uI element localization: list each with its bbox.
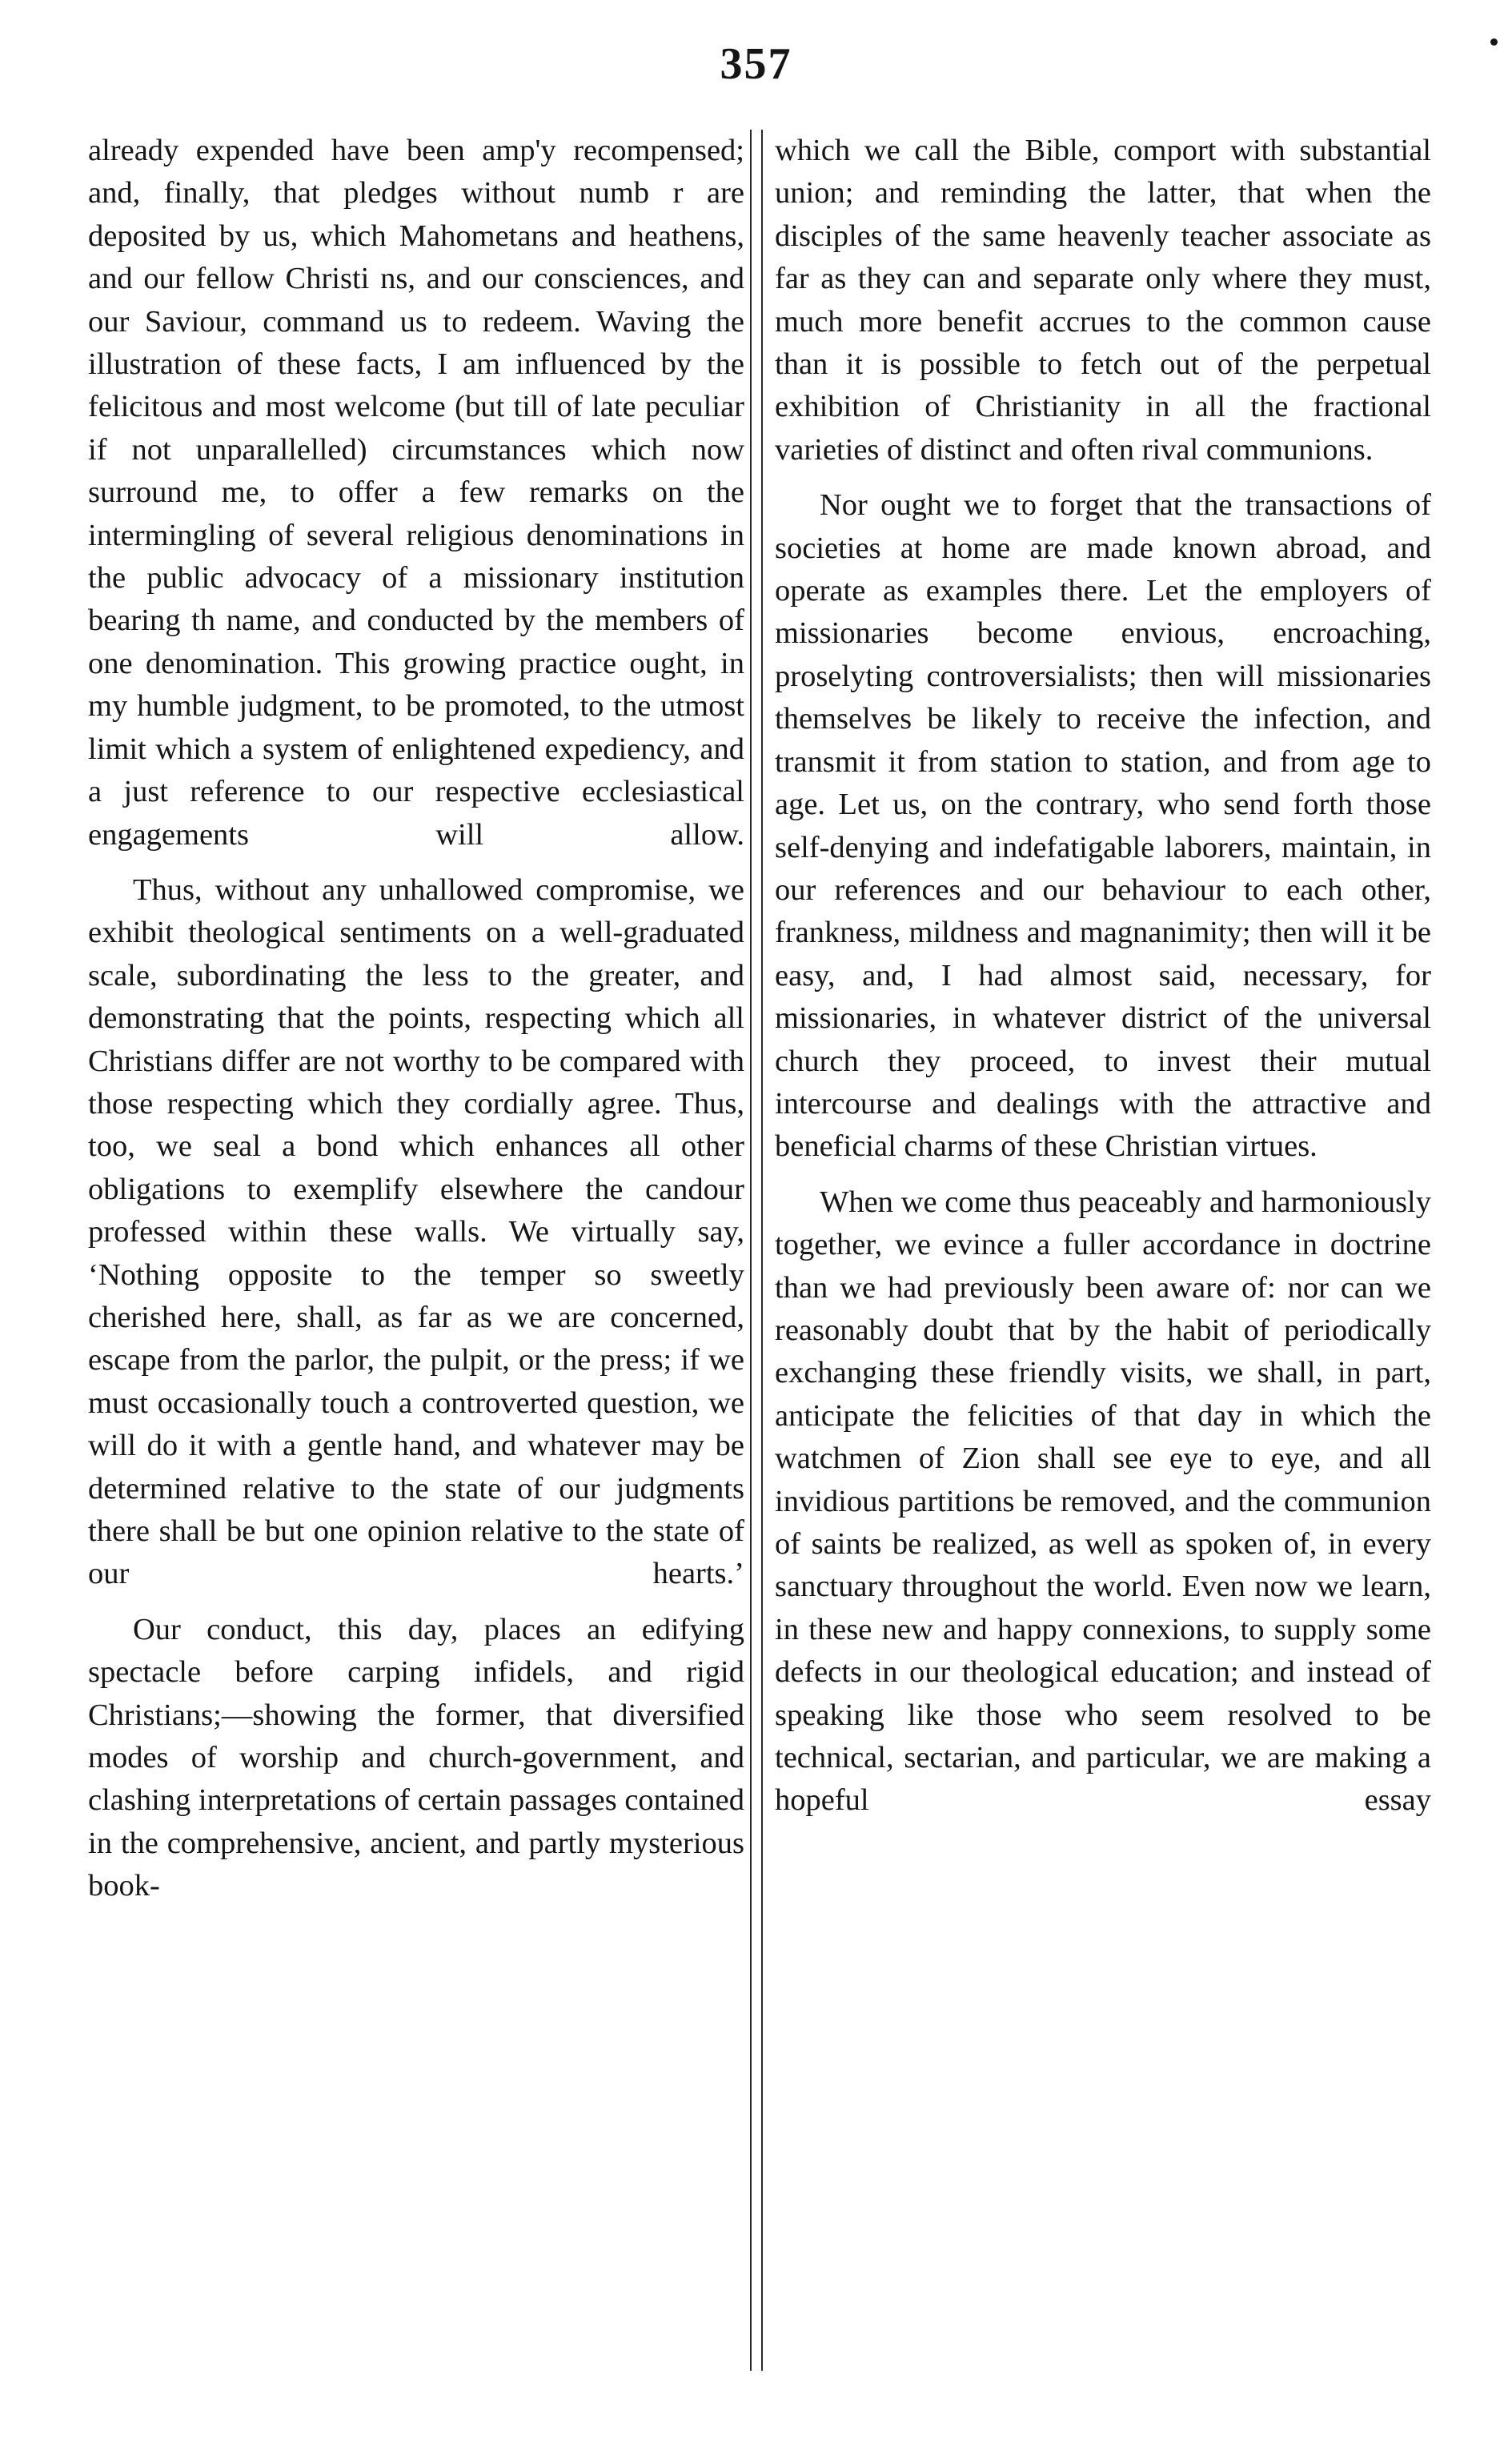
column-rule-left [750,130,752,2371]
ink-dot [1490,38,1498,46]
left-column [88,130,744,1921]
left-paragraph-3: Our conduct, this day, places an edifying spectacle before carping infidels, and rigid Christians;—showing the former, that diversified modes of worship and church-government, and clashing interpretations of certain passages contained in the comprehensive, ancient, and partly mysterious book- [88,1612,744,1903]
right-paragraph-1: which we call the Bible, comport with substantial union; and reminding the latter, that when the disciples of the same heavenly teacher associate as far as they can and separate only where they must, much more benefit accrues to the common cause than it is possible to fetch out of the perpetual exhibition of Christianity in all the fractional varieties of distinct and often rival communions. [775,134,1431,467]
left-paragraph-1: already expended have been amp'y recompensed; and, finally, that pledges without numb r are deposited by us, which Mahometans and heathens, and our fellow Christi ns, and our consciences, and our Saviour, command us to redeem. Waving the illustration of these facts, I am influenced by the felicitous and most welcome (but till of late peculiar if not unparallelled) circumstances which now surround me, to offer a few remarks on the intermingling of several religious denominations in the public advocacy of a missionary institution bearing th name, and conducted by the members of one denomination. This growing practice ought, in my humble judgment, to be promoted, to the utmost limit which a system of enlightened expediency, and a just reference to our respective ecclesiastical engagements will allow. [88,134,744,852]
right-paragraph-2: Nor ought we to forget that the transactions of societies at home are made known abroad, and operate as examples there. Let the employers of missionaries become envious, encroaching, proselyting controversialists; then will missionaries themselves be likely to receive the infection, and transmit it from station to station, and from age to age. Let us, on the contrary, who send forth those self-denying and indefatigable laborers, maintain, in our references and our behaviour to each other, frankness, mildness and magnanimity; then will it be easy, and, I had almost said, necessary, for missionaries, in whatever district of the universal church they proceed, to invest their mutual intercourse and dealings with the attractive and beneficial charms of these Christian virtues. [775,488,1431,1164]
left-paragraph-2: Thus, without any unhallowed compromise, we exhibit theological sentiments on a well-graduated scale, subordinating the less to the greater, and demonstrating that the points, respecting which all Christians differ are not worthy to be compared with those respecting which they cordially agree. Thus, too, we seal a bond which enhances all other obligations to exemplify elsewhere the candour professed within these walls. We virtually say, ‘Nothing opposite to the temper so sweetly cherished here, shall, as far as we are concerned, escape from the parlor, the pulpit, or the press; if we must occasionally touch a controverted question, we will do it with a gentle hand, and whatever may be determined relative to the state of our judgments there shall be but one opinion relative to the state of our hearts.’ [88,872,744,1591]
page-number: 357 [720,39,792,89]
right-paragraph-3: When we come thus peaceably and harmoniously together, we evince a fuller accordance in doctrine than we had previously been aware of: nor can we reasonably doubt that by the habit of periodically exchanging these friendly visits, we shall, in part, anticipate the felicities of that day in which the watchmen of Zion shall see eye to eye, and all invidious partitions be removed, and the communion of saints be realized, as well as spoken of, in every sanctuary throughout the world. Even now we learn, in these new and happy connexions, to supply some defects in our theological education; and instead of speaking like those who seem resolved to be technical, sectarian, and particular, we are making a hopeful essay [775,1185,1431,1818]
column-rule-right [761,130,763,2371]
right-column [775,130,1431,1835]
